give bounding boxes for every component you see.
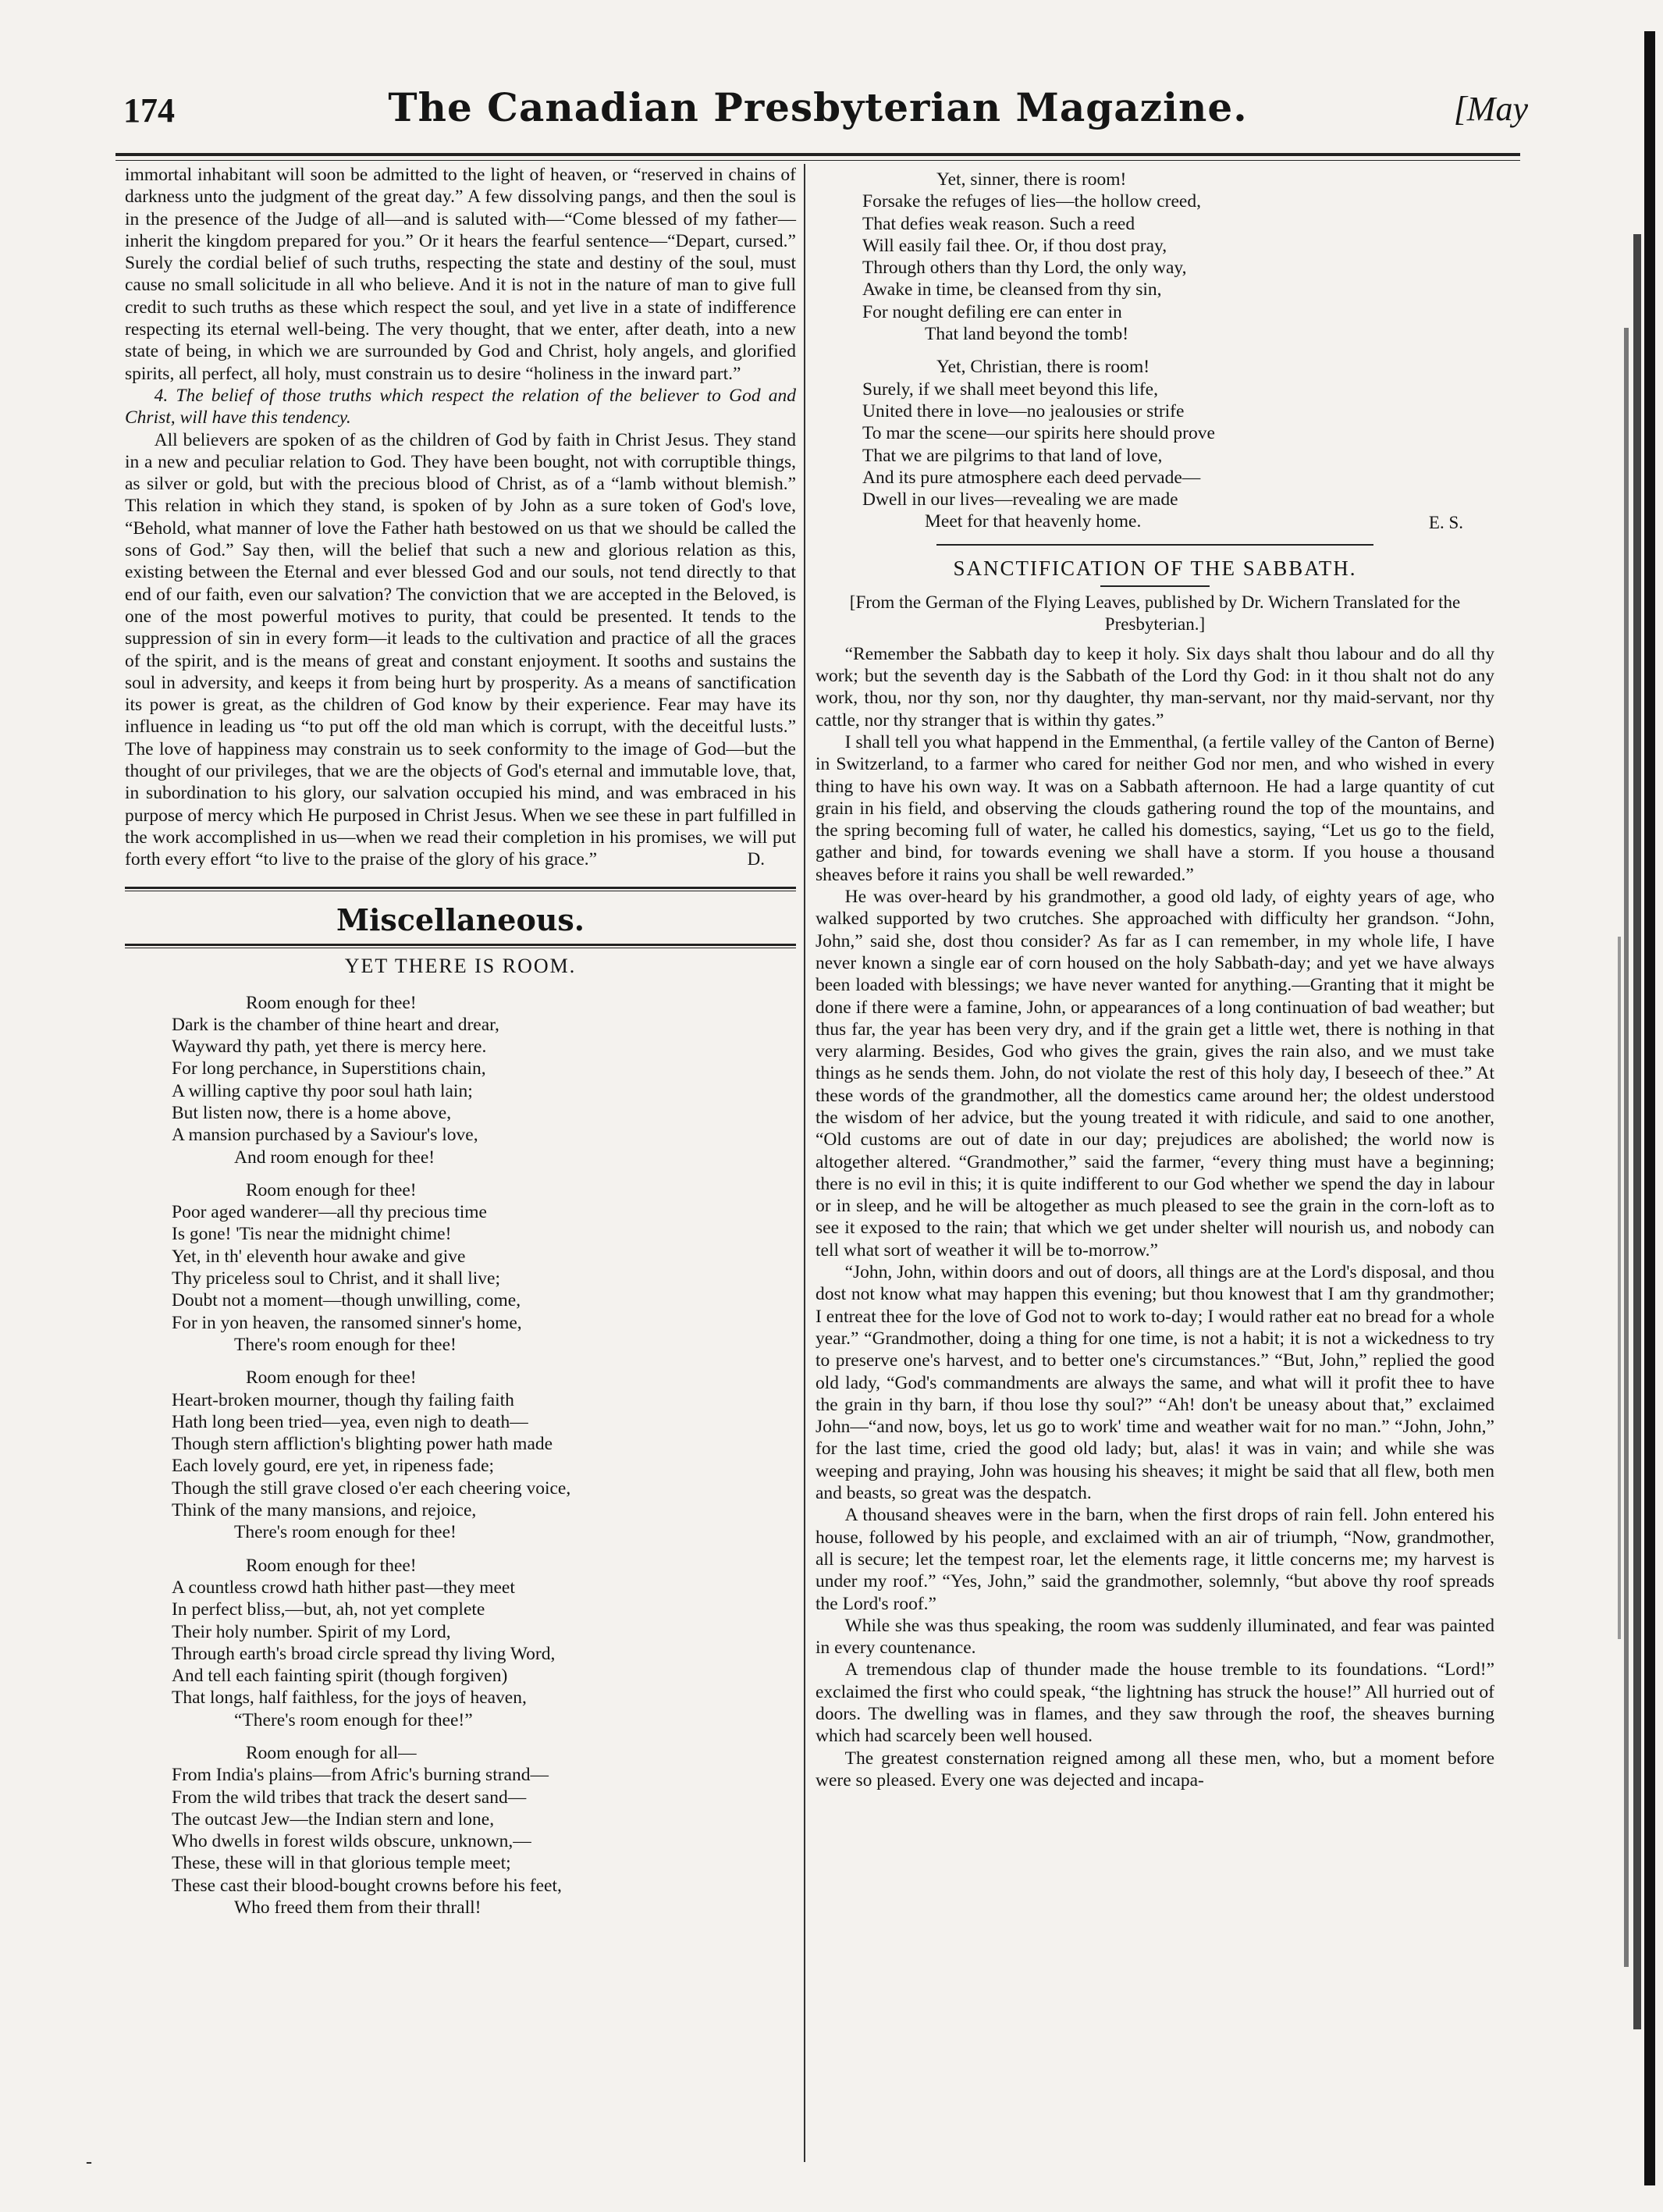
- paragraph: “Remember the Sabbath day to keep it holy. Six days shalt thou labour and do all thy work; but the seventh day is the Sabbath of the Lord thy God: in it thou shalt not do any work, thou, nor thy son, nor thy daughter, thy man-servant, nor thy maid-servant, nor thy cattle, nor thy stranger that is within thy gates.”: [816, 643, 1494, 731]
- poem-line: Heart-broken mourner, though thy failing faith: [172, 1389, 514, 1410]
- header-rule: [115, 153, 1520, 161]
- signature: D.: [747, 848, 765, 869]
- poem-stanza: [172, 1742, 796, 1919]
- poem-line: Though stern affliction's blighting power hath made: [172, 1434, 553, 1455]
- poem-line: These cast their blood-bought crowns before his feet,: [172, 1875, 562, 1896]
- column-divider: [804, 164, 805, 2162]
- poem-line: And room enough for thee!: [234, 1147, 435, 1168]
- article-title: SANCTIFICATION OF THE SABBATH.: [953, 556, 1357, 580]
- poem-line: Though the still grave closed o'er each cheering voice,: [172, 1478, 571, 1499]
- poem-line: Meet for that heavenly home.: [925, 511, 1142, 532]
- poem-line: Room enough for thee!: [246, 992, 417, 1013]
- poem-stanza: [172, 1179, 796, 1356]
- poem-line: Yet, sinner, there is room!: [936, 169, 1127, 190]
- poem-line: Dark is the chamber of thine heart and drear,: [172, 1014, 499, 1035]
- binding-edge: [1577, 0, 1663, 2208]
- poem-stanza: [862, 356, 1494, 532]
- poem-line: Yet, in th' eleventh hour awake and give: [172, 1246, 466, 1267]
- poem-line: Think of the many mansions, and rejoice,: [172, 1500, 477, 1521]
- poem-line: A mansion purchased by a Saviour's love,: [172, 1125, 478, 1146]
- margin-mark: -: [86, 2152, 92, 2172]
- paragraph: He was over-heard by his grandmother, a good old lady, of eighty years of age, who walked supported by two crutches. She approached with difficulty her grandson. “John, John,” said she, dost thou consider? As far as I can remember, in my whole life, I have never known a single ear of corn housed on the holy Sabbath-day; and yet we have always been loaded with blessings; we have never wanted for anything.—Granting that it might be done if there were a famine, John, or appearances of a long continuation of bad weather; but thus far, the year has been very dry, and if the grain get a little wet, there is nothing in that very alarming. Besides, God who gives the grain, gives the rain also, and we must take things as he sends them. John, do not violate the rest of this holy day, I beseech of thee.” At these words of the grandmother, all the domestics came around her; the oldest understood the wisdom of her advice, but the young treated it with ridicule, and said to one another, “Old customs are out of date in our day; prejudices are abolished; the world now is altogether altered. “Grandmother,” said the farmer, “every thing must have a beginning; there is no evil in this; it is quite indifferent to our God whether we spend the day in labour or in sleep, and he will be altogether as much pleased to see the grain in the corn-loft as to see it exposed to the rain; that which we get under shelter will nourish us, and nobody can tell what sort of weather it will be to-morrow.”: [816, 887, 1494, 1261]
- page-number: 174: [123, 91, 175, 130]
- poem-line: For long perchance, in Superstitions chain,: [172, 1058, 486, 1079]
- poem-line: To mar the scene—our spirits here should prove: [862, 423, 1215, 444]
- poem-line: The outcast Jew—the Indian stern and lone,: [172, 1808, 495, 1830]
- poem-line: Yet, Christian, there is room!: [936, 357, 1150, 378]
- poem-line: Each lovely gourd, ere yet, in ripeness fade;: [172, 1456, 495, 1477]
- poem-line: And tell each fainting spirit (though forgiven): [172, 1666, 508, 1687]
- poem-line: Dwell in our lives—revealing we are made: [862, 489, 1178, 510]
- poem-stanza: [172, 992, 796, 1168]
- poem-title: YET THERE IS ROOM.: [344, 954, 577, 977]
- poem-line: Poor aged wanderer—all thy precious time: [172, 1202, 487, 1223]
- poem-stanza: [172, 1555, 796, 1731]
- poem-line: That land beyond the tomb!: [925, 324, 1129, 345]
- page-header: [115, 84, 1528, 147]
- poem-line: Doubt not a moment—though unwilling, come,: [172, 1290, 521, 1311]
- poem-line: Room enough for thee!: [246, 1367, 417, 1389]
- paragraph: The greatest consternation reigned among all these men, who, but a moment before were so pleased. Every one was dejected and incapa-: [816, 1748, 1494, 1791]
- paragraph: All believers are spoken of as the children of God by faith in Christ Jesus. They stand in a new and peculiar relation to God. They have been bought, not with corruptible things, as silver or gold, but with the precious blood of Christ, as of a “lamb without blemish.” This relation in which they stand, is spoken of by John as a sure token of God's love, “Behold, what manner of love the Father hath bestowed on us that we should be called the sons of God.” Say then, will the belief that such a new and glorious relation as this, existing between the Eternal and ever blessed God and our souls, not tend directly to that end of our faith, even our salvation? The conviction that we are accepted in the Beloved, is one of the most powerful motives to purity, that could be presented. It tends to the suppression of sin in every form—it leads to the cultivation and practice of all the graces of the spirit, and is the means of great and constant enjoyment. It sooths and sustains the soul in adversity, and keeps it from being hurt by prosperity. As a means of sanctification its power is great, as the children of God know by their experience. Fear may have its influence in leading us “to put off the old man which is corrupt, with the deceitful lusts.” The love of happiness may constrain us to seek conformity to the image of God—but the thought of our privileges, that we are the objects of God's eternal and immutable love, that, in subordination to his glory, our salvation occupied his mind, and was embraced in his purpose of mercy which He purposed in Christ Jesus. When we see these in part fulfilled in the work accomplished in us—when we read their completion in his promises, we will put forth every effort “to live to the praise of the glory of his grace.”: [125, 429, 796, 870]
- poem-line: A countless crowd hath hither past—they meet: [172, 1577, 515, 1598]
- poem-line: Through earth's broad circle spread thy living Word,: [172, 1643, 556, 1664]
- article-rule: [936, 544, 1373, 546]
- section-rule: [125, 887, 796, 891]
- poem-line: Their holy number. Spirit of my Lord,: [172, 1621, 451, 1642]
- poem-stanza: [172, 1367, 796, 1543]
- paragraph: A tremendous clap of thunder made the house tremble to its foundations. “Lord!” exclaimed the first who could speak, “the lightning has struck the house!” All hurried out of doors. The dwelling was in flames, and they saw through the roof, the sheaves burning which had scarcely been well housed.: [816, 1659, 1494, 1747]
- poem-line: But listen now, there is a home above,: [172, 1102, 452, 1123]
- poem-line: Who dwells in forest wilds obscure, unknown,—: [172, 1831, 531, 1852]
- poem-stanza: [862, 169, 1494, 345]
- article-source: [From the German of the Flying Leaves, published by Dr. Wichern Translated for the Presbyterian.]: [849, 592, 1461, 634]
- poem-line: That longs, half faithless, for the joys of heaven,: [172, 1687, 527, 1709]
- poem-line: Is gone! 'Tis near the midnight chime!: [172, 1224, 452, 1245]
- issue-month: [May: [1453, 90, 1528, 128]
- poem-signature: E. S.: [1428, 512, 1463, 532]
- section-rule: [125, 944, 796, 948]
- poem-line: Who freed them from their thrall!: [234, 1897, 481, 1919]
- paragraph: I shall tell you what happend in the Emmenthal, (a fertile valley of the Canton of Berne) in Switzerland, to a farmer who cared for neither God nor men, and who wished in every thing to have his own way. It was on a Sabbath afternoon. He had a large quantity of cut grain in his field, and observing the clouds gathering round the top of the mountains, and the spring becoming full of water, he called his domestics, saying, “Let us go to the field, gather and bind, for towards evening we shall have a storm. If you house a thousand sheaves before it rains you shall be well rewarded.”: [816, 731, 1494, 885]
- paragraph: immortal inhabitant will soon be admitted to the light of heaven, or “reserved in chains of darkness unto the judgment of the great day.” A few dissolving pangs, and then the soul is in the presence of the Judge of all—and is saluted with—“Come blessed of my father—inherit the kingdom prepared for you.” Or it hears the fearful sentence—“Depart, cursed.” Surely the cordial belief of such truths, respecting the state and destiny of the soul, must cause no small solicitude in all who believe. And it is not in the nature of man to give full credit to such truths as these which respect the soul, and yet live in a state of indifference respecting its eternal well-being. The very thought, that we enter, after death, into a new state of being, in which we are surrounded by God and Christ, holy angels, and glorified spirits, all perfect, all holy, must constrain us to desire “holiness in the inward part.”: [125, 165, 796, 384]
- poem-line: And its pure atmosphere each deed pervade—: [862, 467, 1201, 488]
- paragraph: “John, John, within doors and out of doors, all things are at the Lord's disposal, and thou dost not know what may happen this evening; but thou knowest that I am thy grandmother; I entreat thee for the love of God not to work to-day; I would rather eat no bread for a whole year.” “Grandmother, doing a thing for one time, is not a habit; it is not a wickedness to try to preserve one's harvest, and to better one's circumstances.” “But, John,” replied the good old lady, “God's commandments are always the same, and what will it profit thee to have the grain in thy barn, if thou lose thy soul?” “Ah! don't be uneasy about that,” exclaimed John—“and now, boys, let us go to work' time and weather wait for no man.” “John, John,” for the last time, cried the good old lady; but, alas! it was in vain; and while she was weeping and praying, John was housing his sheaves; it might be said that all flew, both men and beasts, so great was the despatch.: [816, 1262, 1494, 1504]
- poem-line: For nought defiling ere can enter in: [862, 301, 1122, 322]
- paragraph: A thousand sheaves were in the barn, when the first drops of rain fell. John entered his house, followed by his people, and exclaimed with an air of triumph, “Now, grandmother, all is secure; let the tempest roar, let the elements rage, it little concerns me; my harvest is under my roof.” “Yes, John,” said the grandmother, solemnly, “but above thy roof spreads the Lord's roof.”: [816, 1505, 1494, 1614]
- poem-line: That defies weak reason. Such a reed: [862, 213, 1135, 234]
- poem-line: From the wild tribes that track the desert sand—: [172, 1787, 527, 1808]
- title-rule: [1100, 585, 1210, 587]
- masthead-title: The Canadian Presbyterian Magazine.: [388, 84, 1248, 130]
- poem-line: Hath long been tried—yea, even nigh to death—: [172, 1411, 528, 1432]
- poem-line: Awake in time, be cleansed from thy sin,: [862, 279, 1162, 301]
- poem-line: Forsake the refuges of lies—the hollow creed,: [862, 191, 1201, 212]
- poem-line: United there in love—no jealousies or strife: [862, 400, 1185, 421]
- section-title: Miscellaneous.: [336, 902, 585, 937]
- poem-line: Will easily fail thee. Or, if thou dost pray,: [862, 235, 1167, 256]
- poem-line: Room enough for thee!: [246, 1555, 417, 1576]
- poem-line: These, these will in that glorious temple meet;: [172, 1853, 511, 1874]
- poem-line: Surely, if we shall meet beyond this life,: [862, 379, 1158, 400]
- poem-line: A willing captive thy poor soul hath lain;: [172, 1080, 473, 1101]
- right-column: [816, 164, 1494, 1791]
- poem-line: Room enough for all—: [246, 1743, 417, 1763]
- poem-line: “There's room enough for thee!”: [234, 1709, 473, 1730]
- poem-line: That we are pilgrims to that land of love,: [862, 445, 1163, 466]
- paragraph: While she was thus speaking, the room was suddenly illuminated, and fear was painted in every countenance.: [816, 1615, 1494, 1659]
- poem-line: In perfect bliss,—but, ah, not yet complete: [172, 1599, 485, 1620]
- poem-line: Thy priceless soul to Christ, and it shall live;: [172, 1268, 500, 1289]
- poem-line: Through others than thy Lord, the only way,: [862, 258, 1187, 279]
- poem-line: Wayward thy path, yet there is mercy here.: [172, 1037, 487, 1058]
- poem-line: Room enough for thee!: [246, 1179, 417, 1200]
- poem-line: For in yon heaven, the ransomed sinner's home,: [172, 1312, 522, 1333]
- poem-line: From India's plains—from Afric's burning strand—: [172, 1765, 549, 1786]
- paragraph-heading: 4. The belief of those truths which respect the relation of the believer to God and Christ, will have this tendency.: [125, 385, 796, 429]
- poem-line: There's room enough for thee!: [234, 1334, 457, 1355]
- poem-line: There's room enough for thee!: [234, 1522, 457, 1543]
- left-column: [125, 164, 796, 1929]
